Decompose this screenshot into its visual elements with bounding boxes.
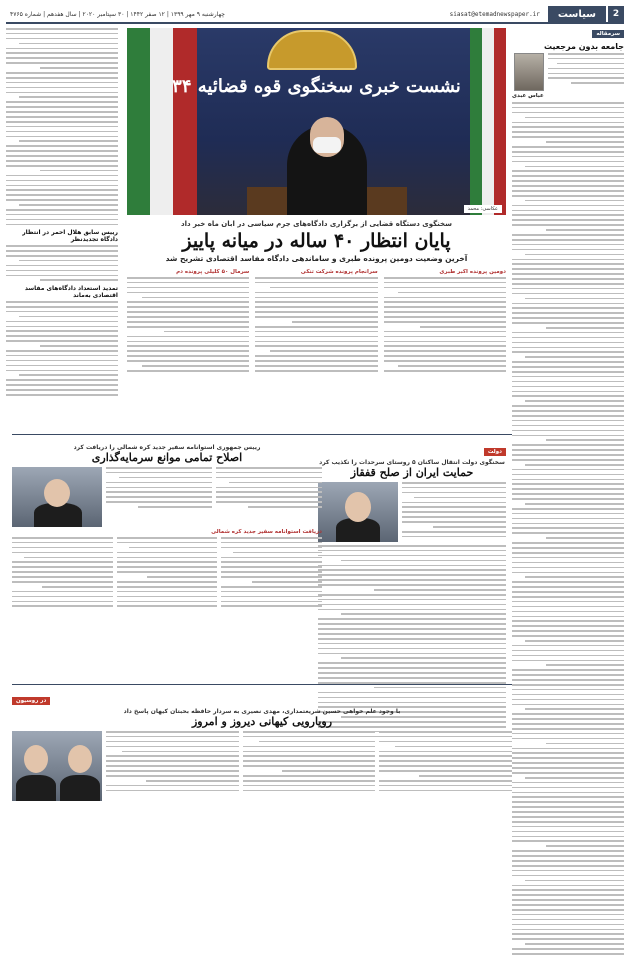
author-photo [514,53,544,91]
section-label: سیاست [548,6,606,22]
story2-headline: حمایت ایران از صلح قفقاز [350,466,474,479]
left-headline-1: رییس سابق هلال احمر در انتظار دادگاه تجدیدنظر [22,229,118,244]
author-name: عباس عبدی [512,93,544,99]
editorial-body [512,102,624,955]
editorial-column [512,28,624,958]
lead-subhead-1: دومین پرونده اکبر طبری [439,269,506,275]
story2-tag: دولت [484,448,506,456]
left-news-column [6,28,118,399]
president-photo [12,467,102,527]
lead-headline: پایان انتظار ۴۰ ساله در میانه پاییز [182,230,451,252]
story-investment [12,438,322,610]
story3-kicker: رییس جمهوری استوانامه سفیر جدید کره شمالی را دریافت کرد [73,444,261,451]
story-kayhan [12,687,512,801]
face-mask [313,137,341,153]
section-email: siasat@etemadnewspaper.ir [449,10,540,18]
spokesman-photo [318,482,398,542]
story4-kicker: با وجود علم خواهی حسین شریعتمداری، مهدی نصیری به سردار حافظه بحبتان کیهان پاسخ داد [123,708,401,715]
lead-subhead-2: سرانجام پرونده شرکت تنکی [300,269,378,275]
lead-story [127,220,506,375]
photo-credit: عکاسی: محمد [464,205,502,213]
story2-kicker: سخنگوی دولت انتقال ساکنان ۵ روستای سرحدات را تکذیب کرد [319,459,505,466]
hero-photo [127,28,506,215]
editorial-title: جامعه بدون مرجعیت [543,42,624,51]
left-headline-2: تمدید استعداد دادگاه‌های مفاسد اقتصادی به‌ماند [24,285,118,300]
lead-subhead-3: سرمال ۵۰ کلیلی پرونده دم [176,269,250,275]
story3-headline: اصلاح تمامی موانع سرمایه‌گذاری [91,451,243,464]
editorial-tag: سرمقاله [592,30,624,38]
page-number: 2 [608,6,624,22]
story3-subhead: دریافت استوانامه سفیر جدید کره شمالی [211,529,322,535]
lead-subheadline: آخرین وضعیت دومین پرونده طبری و ساماندهی دادگاه مفاسد اقتصادی تشریح شد [165,254,468,263]
hero-banner-text: نشست خبری سخنگوی قوه قضائیه ۳۴ [172,76,461,97]
judiciary-emblem [267,30,357,70]
issue-date: چهارشنبه ۹ مهر ۱۳۹۹ | ۱۲ صفر ۱۴۴۲ | ۳۰ سپتامبر ۲۰۲۰ | سال هفدهم | شماره ۴۷۶۵ [10,10,225,18]
flag-left [127,28,197,215]
story4-tag: در روسیون [12,697,50,705]
flag-right [470,28,506,215]
page-header [6,6,624,24]
two-men-photo [12,731,102,801]
story4-headline: رویارویی کیهانی دیروز و امروز [191,715,333,728]
author-block [512,53,624,99]
lead-kicker: سخنگوی دستگاه قضایی از برگزاری دادگاه‌های جرم سیاسی در ابان ماه خبر داد [181,220,452,228]
